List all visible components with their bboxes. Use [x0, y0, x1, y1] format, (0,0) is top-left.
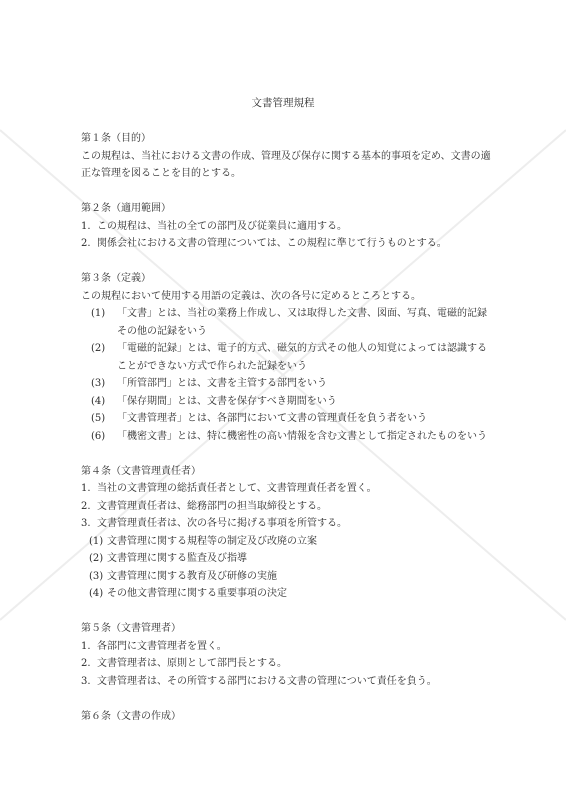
sub-list-item: (2) 文書管理に関する監査及び指導 — [89, 553, 247, 564]
list-item: 3. 文書管理者は、その所管する部門における文書の管理について責任を負う。 — [81, 675, 437, 687]
definition-item: (2) 「電磁的記録」とは、電子的方式、磁気的方式その他人の知覚によっては認識することができない方式で作られた記録をいう — [91, 343, 487, 372]
list-item: 2. 文書管理者は、原則として部門長とする。 — [81, 658, 287, 669]
article-2-heading: 第２条（適用範囲） — [81, 203, 171, 214]
list-item: 2. 文書管理責任者は、総務部門の担当取締役とする。 — [81, 500, 327, 512]
sub-list-item: (4) その他文書管理に関する重要事項の決定 — [89, 588, 287, 599]
definition-item: (6) 「機密文書」とは、特に機密性の高い情報を含む文書として指定されたものをいう — [91, 430, 487, 442]
list-item: 1. 当社の文書管理の総括責任者として、文書管理責任者を置く。 — [81, 483, 377, 494]
document-body — [81, 130, 491, 725]
definition-item: (4) 「保存期間」とは、文書を保存すべき期間をいう — [91, 395, 337, 407]
article-6-heading: 第６条（文書の作成） — [81, 710, 181, 722]
list-item: 2. 関係会社における文書の管理については、この規程に準じて行うものとする。 — [81, 238, 447, 249]
document-title: 文書管理規程 — [251, 97, 315, 109]
list-item: 1. この規程は、当社の全ての部門及び従業員に適用する。 — [81, 220, 347, 232]
article-3-heading: 第３条（定義） — [81, 273, 151, 284]
sub-list-item: (3) 文書管理に関する教育及び研修の実施 — [89, 570, 277, 582]
article-4-heading: 第４条（文書管理責任者） — [81, 465, 201, 477]
definition-item: (3) 「所管部門」とは、文書を主管する部門をいう — [91, 378, 327, 389]
article-5-heading: 第５条（文書管理者） — [81, 623, 181, 634]
definition-item: (5) 「文書管理者」とは、各部門において文書の管理責任を負う者をいう — [91, 413, 427, 424]
article-3-paragraph: この規程において使用する用語の定義は、次の各号に定めるところとする。 — [81, 290, 421, 302]
list-item: 1. 各部門に文書管理者を置く。 — [81, 640, 227, 652]
list-item: 3. 文書管理責任者は、次の各号に掲げる事項を所管する。 — [81, 518, 347, 529]
article-1-paragraph: この規程は、当社における文書の作成、管理及び保存に関する基本的事項を定め、文書の適正な管理を図ることを目的とする。 — [81, 150, 491, 179]
sub-list-item: (1) 文書管理に関する規程等の制定及び改廃の立案 — [89, 535, 317, 547]
definition-item: (1) 「文書」とは、当社の業務上作成し、又は取得した文書、図面、写真、電磁的記録その他の記録をいう — [91, 308, 487, 337]
svg-text:✕: ✕ — [266, 339, 300, 385]
article-1-heading: 第１条（目的） — [81, 133, 151, 144]
